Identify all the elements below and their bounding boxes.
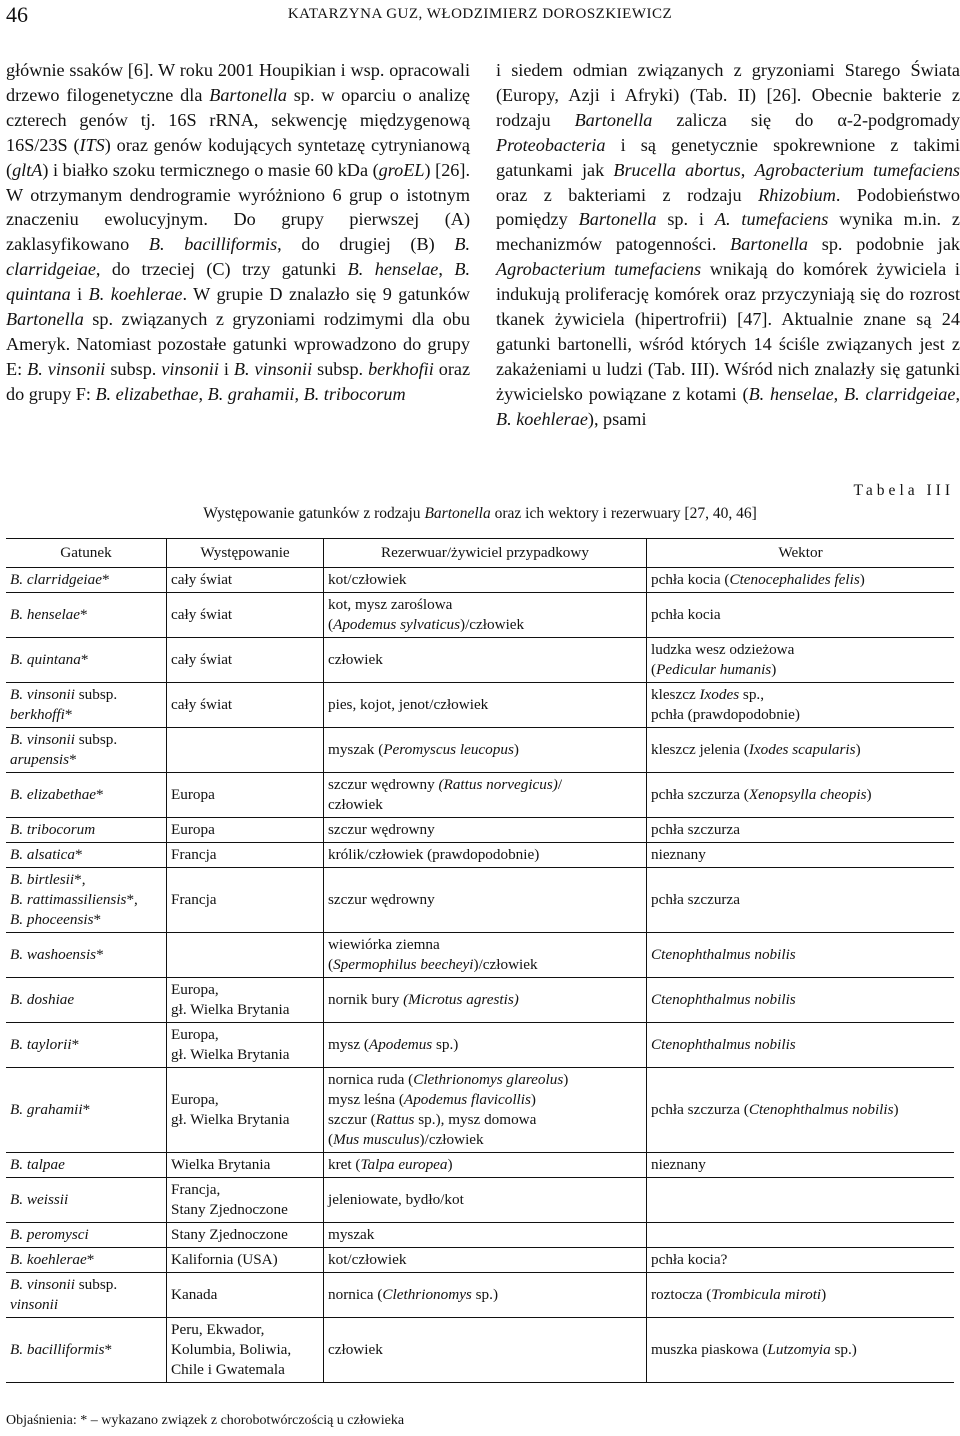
cell-occurrence: Europa, gł. Wielka Brytania bbox=[167, 1068, 324, 1153]
cell-vector: pchła kocia bbox=[647, 593, 955, 638]
cell-species: B. tribocorum bbox=[10, 821, 96, 838]
cell-species: B. bacilliformis* bbox=[10, 1341, 113, 1358]
cell-occurrence: Kalifornia (USA) bbox=[167, 1248, 324, 1273]
cell-vector bbox=[647, 1178, 955, 1223]
cell-occurrence: cały świat bbox=[167, 568, 324, 593]
cell-reservoir: wiewiórka ziemna (Spermophilus beecheyi)/człowiek bbox=[324, 933, 647, 978]
cell-reservoir: kot/człowiek bbox=[324, 568, 647, 593]
cell-species: B. elizabethae* bbox=[10, 786, 104, 803]
table-row bbox=[6, 1178, 954, 1223]
cell-vector: kleszcz jelenia (Ixodes scapularis) bbox=[647, 728, 955, 773]
table-row bbox=[6, 568, 954, 593]
cell-occurrence: cały świat bbox=[167, 638, 324, 683]
cell-reservoir: szczur wędrowny bbox=[324, 818, 647, 843]
cell-vector: pchła szczurza (Ctenophthalmus nobilis) bbox=[647, 1068, 955, 1153]
cell-occurrence: Europa, gł. Wielka Brytania bbox=[167, 978, 324, 1023]
cell-occurrence: Kanada bbox=[167, 1273, 324, 1318]
cell-reservoir: szczur wędrowny (Rattus norvegicus)/ człowiek bbox=[324, 773, 647, 818]
cell-reservoir: kot/człowiek bbox=[324, 1248, 647, 1273]
cell-reservoir: kret (Talpa europea) bbox=[324, 1153, 647, 1178]
cell-species: B. weissii bbox=[10, 1191, 69, 1208]
table-row bbox=[6, 1068, 954, 1153]
cell-vector: pchła kocia? bbox=[647, 1248, 955, 1273]
cell-species: B. clarridgeiae* bbox=[10, 571, 110, 588]
cell-reservoir: człowiek bbox=[324, 638, 647, 683]
cell-vector: pchła szczurza bbox=[647, 818, 955, 843]
cell-reservoir: kot, mysz zaroślowa (Apodemus sylvaticus)/człowiek bbox=[324, 593, 647, 638]
cell-species: B. taylorii* bbox=[10, 1036, 80, 1053]
table-caption: Występowanie gatunków z rodzaju Bartonella oraz ich wektory i rezerwuary [27, 40, 46] bbox=[203, 505, 757, 522]
cell-occurrence: Stany Zjednoczone bbox=[167, 1223, 324, 1248]
cell-reservoir: człowiek bbox=[324, 1318, 647, 1383]
cell-species: B. grahamii* bbox=[10, 1101, 91, 1118]
cell-vector: ludzka wesz odzieżowa (Pedicular humanis) bbox=[647, 638, 955, 683]
page-header bbox=[0, 0, 960, 34]
table-row bbox=[6, 1318, 954, 1383]
cell-species: B. doshiae bbox=[10, 991, 75, 1008]
cell-vector: Ctenophthalmus nobilis bbox=[647, 933, 955, 978]
cell-species: B. alsatica* bbox=[10, 846, 83, 863]
cell-vector: pchła szczurza bbox=[647, 868, 955, 933]
cell-species: B. quintana* bbox=[10, 651, 89, 668]
cell-species: B. vinsonii subsp. berkhoffi* bbox=[10, 686, 118, 723]
table-row bbox=[6, 868, 954, 933]
cell-reservoir: pies, kojot, jenot/człowiek bbox=[324, 683, 647, 728]
header-occurrence: Występowanie bbox=[167, 539, 324, 568]
species-table bbox=[6, 538, 954, 1383]
cell-occurrence bbox=[167, 933, 324, 978]
cell-vector: nieznany bbox=[647, 843, 955, 868]
table-row bbox=[6, 593, 954, 638]
table-footnote: Objaśnienia: * – wykazano związek z chorobotwórczością u człowieka bbox=[6, 1413, 405, 1428]
cell-species: B. talpae bbox=[10, 1156, 65, 1173]
table-row bbox=[6, 1153, 954, 1178]
body-text-left-column: głównie ssaków [6]. W roku 2001 Houpikian i wsp. opracowali drzewo filogenetyczne dla Bartonella sp. w oparciu o analizę czterech genów tj. 16S rRNA, sekwencję międzygenową 16S/23S (ITS) oraz genów kodujących syntetazę cytrynianową (gltA) i białko szoku termicznego o masie 60 kDa (groEL) [26]. W otrzymanym dendrogramie wyróżniono 6 grup o istotnym znaczeniu ewolucyjnym. Do grupy pierwszej (A) zaklasyfikowano B. bacilliformis, do drugiej (B) B. clarridgeiae, do trzeciej (C) trzy gatunki B. henselae, B. quintana i B. koehlerae. W grupie D znalazło się 9 gatunków Bartonella sp. związanych z gryzoniami rodzimymi dla obu Ameryk. Natomiast pozostałe gatunki wprowadzono do grupy E: B. vinsonii subsp. vinsonii i B. vinsonii subsp. berkhofii oraz do grupy F: B. elizabethae, B. grahamii, B. tribocorum bbox=[6, 60, 471, 404]
cell-vector: Ctenophthalmus nobilis bbox=[647, 1023, 955, 1068]
cell-occurrence: cały świat bbox=[167, 593, 324, 638]
cell-occurrence: Peru, Ekwador, Kolumbia, Boliwia, Chile i Gwatemala bbox=[167, 1318, 324, 1383]
table-row bbox=[6, 818, 954, 843]
cell-vector bbox=[647, 1223, 955, 1248]
cell-reservoir: nornik bury (Microtus agrestis) bbox=[324, 978, 647, 1023]
cell-species: B. vinsonii subsp. vinsonii bbox=[10, 1276, 118, 1313]
cell-vector: pchła kocia (Ctenocephalides felis) bbox=[647, 568, 955, 593]
table-row bbox=[6, 1273, 954, 1318]
cell-reservoir: szczur wędrowny bbox=[324, 868, 647, 933]
body-text-right-column: i siedem odmian związanych z gryzoniami Starego Świata (Europy, Azji i Afryki) (Tab. II) [26]. Obecnie bakterie z rodzaju Bartonella zalicza się do α-2-podgromady Proteobacteria i są genetycznie spokrewnione z takimi gatunkami jak Brucella abortus, Agrobacterium tumefaciens oraz z bakteriami z rodzaju Rhizobium. Podobieństwo pomiędzy Bartonella sp. i A. tumefaciens wynika m.in. z mechanizmów patogenności. Bartonella sp. podobnie jak Agrobacterium tumefaciens wnikają do komórek żywiciela i indukują proliferację komórek oraz przyczyniają się do rozrost tkanek żywiciela (hipertrofrii) [47]. Aktualnie znane są 24 gatunki bartonelli, wśród których 14 ściśle związanych jest z zakażeniami u ludzi (Tab. III). Wśród nich znalazły się gatunki żywicielsko powiązane z kotami (B. henselae, B. clarridgeiae, B. koehlerae), psami bbox=[496, 60, 960, 429]
table-row bbox=[6, 773, 954, 818]
cell-vector: nieznany bbox=[647, 1153, 955, 1178]
cell-species: B. peromysci bbox=[10, 1226, 89, 1243]
table-row bbox=[6, 728, 954, 773]
cell-reservoir: jeleniowate, bydło/kot bbox=[324, 1178, 647, 1223]
table-row bbox=[6, 933, 954, 978]
table-header-row bbox=[6, 539, 954, 568]
cell-occurrence: Europa bbox=[167, 773, 324, 818]
header-reservoir: Rezerwuar/żywiciel przypadkowy bbox=[324, 539, 647, 568]
cell-reservoir: myszak (Peromyscus leucopus) bbox=[324, 728, 647, 773]
cell-species: B. birtlesii*, B. rattimassiliensis*, B. phoceensis* bbox=[10, 871, 138, 928]
cell-occurrence: Europa, gł. Wielka Brytania bbox=[167, 1023, 324, 1068]
cell-species: B. koehlerae* bbox=[10, 1251, 95, 1268]
cell-occurrence: cały świat bbox=[167, 683, 324, 728]
cell-species: B. vinsonii subsp. arupensis* bbox=[10, 731, 118, 768]
cell-occurrence: Wielka Brytania bbox=[167, 1153, 324, 1178]
cell-reservoir: myszak bbox=[324, 1223, 647, 1248]
cell-occurrence: Europa bbox=[167, 818, 324, 843]
table-row bbox=[6, 843, 954, 868]
cell-occurrence bbox=[167, 728, 324, 773]
page-number: 46 bbox=[6, 2, 28, 27]
table-row bbox=[6, 978, 954, 1023]
table-row bbox=[6, 638, 954, 683]
cell-vector: Ctenophthalmus nobilis bbox=[647, 978, 955, 1023]
cell-vector: kleszcz Ixodes sp., pchła (prawdopodobnie) bbox=[647, 683, 955, 728]
running-title: KATARZYNA GUZ, WŁODZIMIERZ DOROSZKIEWICZ bbox=[287, 6, 673, 22]
table-label: Tabela III bbox=[853, 482, 954, 499]
cell-reservoir: królik/człowiek (prawdopodobnie) bbox=[324, 843, 647, 868]
cell-vector: roztocza (Trombicula miroti) bbox=[647, 1273, 955, 1318]
cell-occurrence: Francja bbox=[167, 868, 324, 933]
cell-reservoir: nornica ruda (Clethrionomys glareolus) mysz leśna (Apodemus flavicollis) szczur (Rattus sp.), mysz domowa (Mus musculus)/człowiek bbox=[324, 1068, 647, 1153]
cell-vector: pchła szczurza (Xenopsylla cheopis) bbox=[647, 773, 955, 818]
table-row bbox=[6, 1248, 954, 1273]
header-species: Gatunek bbox=[60, 544, 112, 561]
cell-vector: muszka piaskowa (Lutzomyia sp.) bbox=[647, 1318, 955, 1383]
table-row bbox=[6, 1023, 954, 1068]
table-row bbox=[6, 1223, 954, 1248]
table-row bbox=[6, 683, 954, 728]
header-vector: Wektor bbox=[647, 539, 955, 568]
cell-occurrence: Francja bbox=[167, 843, 324, 868]
cell-species: B. henselae* bbox=[10, 606, 88, 623]
cell-reservoir: mysz (Apodemus sp.) bbox=[324, 1023, 647, 1068]
cell-species: B. washoensis* bbox=[10, 946, 104, 963]
cell-occurrence: Francja, Stany Zjednoczone bbox=[167, 1178, 324, 1223]
cell-reservoir: nornica (Clethrionomys sp.) bbox=[324, 1273, 647, 1318]
